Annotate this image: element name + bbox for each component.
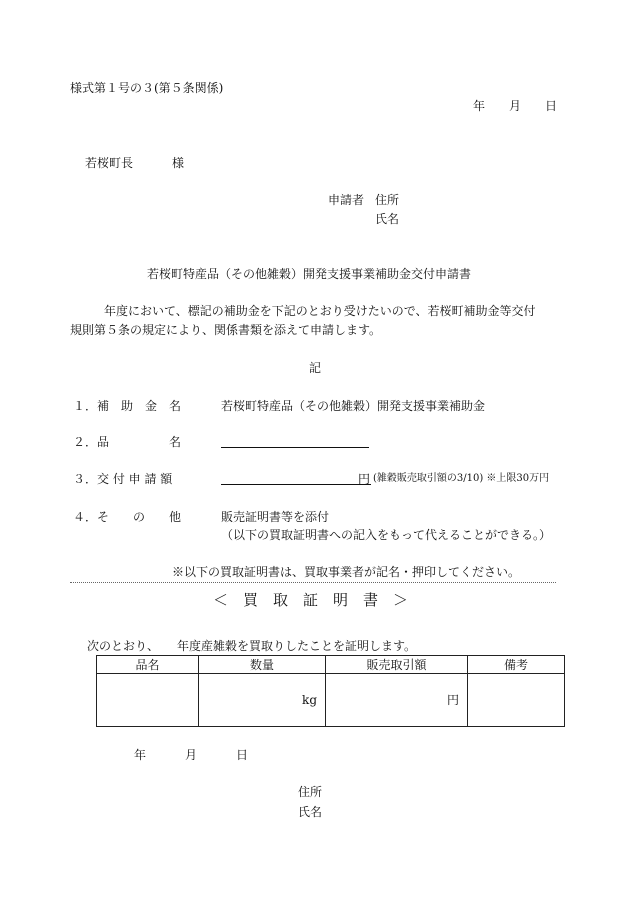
item-value-other-note: （以下の買取証明書への記入をもって代えることができる。） (221, 528, 552, 542)
cert-address-label: 住所 (298, 785, 323, 799)
column-header-amount: 販売取引額 (326, 656, 468, 674)
date-year: 年 (473, 99, 486, 113)
cert-name-label: 氏名 (298, 805, 323, 819)
item-value-other: 販売証明書等を添付 (221, 510, 330, 524)
applicant-name-label: 氏名 (375, 212, 400, 226)
cert-date-day: 日 (236, 748, 249, 762)
requested-amount-field[interactable] (221, 471, 371, 485)
amount-unit: 円 (446, 693, 459, 707)
item-label-product-name: 品 名 (97, 435, 182, 449)
addressee: 若桜町長 (85, 156, 134, 170)
requested-amount-note: (雑穀販売取引額の3/10) ※上限30万円 (373, 473, 550, 484)
item-value-subsidy-name: 若桜町特産品（その他雑穀）開発支援事業補助金 (221, 399, 486, 413)
date-day: 日 (545, 99, 558, 113)
item-label-other: そ の 他 (97, 510, 182, 524)
column-header-remarks: 備考 (468, 656, 565, 674)
item-number: ４． (73, 510, 98, 524)
table-header-row (97, 656, 565, 674)
certificate-notice: ※以下の買取証明書は、買取事業者が記名・押印してください。 (172, 565, 521, 579)
column-header-quantity: 数量 (199, 656, 326, 674)
column-header-item: 品名 (97, 656, 199, 674)
certificate-title: ＜ 買 取 証 明 書 ＞ (213, 591, 409, 609)
document-title: 若桜町特産品（その他雑穀）開発支援事業補助金交付申請書 (147, 267, 472, 281)
requested-amount-unit: 円 (358, 472, 371, 486)
item-label-requested-amount: 交 付 申 請 額 (97, 472, 173, 486)
quantity-unit: kg (302, 693, 317, 707)
item-label-subsidy-name: 補 助 金 名 (97, 399, 182, 413)
applicant-address-label: 住所 (375, 193, 400, 207)
cert-date-year: 年 (134, 748, 147, 762)
form-number: 様式第１号の３(第５条関係) (70, 81, 224, 95)
remarks-cell[interactable] (468, 674, 565, 727)
table-row (97, 674, 565, 727)
addressee-honorific: 様 (172, 156, 185, 170)
body-line-2: 規則第５条の規定により、関係書類を添えて申請します。 (70, 323, 382, 337)
purchase-table (96, 655, 565, 727)
cert-date-month: 月 (185, 748, 198, 762)
product-name-field[interactable] (221, 434, 369, 448)
body-line-1: 年度において、標記の補助金を下記のとおり受けたいので、若桜町補助金等交付 (104, 304, 536, 318)
quantity-cell[interactable] (199, 674, 326, 727)
item-number: ３． (73, 472, 98, 486)
cut-line (70, 582, 556, 583)
item-number: １． (73, 399, 98, 413)
item-cell[interactable] (97, 674, 199, 727)
applicant-label: 申請者 (328, 193, 365, 207)
certificate-lead: 次のとおり、 年度産雑穀を買取りしたことを証明します。 (87, 639, 417, 653)
item-number: ２． (73, 435, 98, 449)
amount-cell[interactable] (326, 674, 468, 727)
date-month: 月 (509, 99, 522, 113)
ki-heading: 記 (309, 361, 322, 375)
